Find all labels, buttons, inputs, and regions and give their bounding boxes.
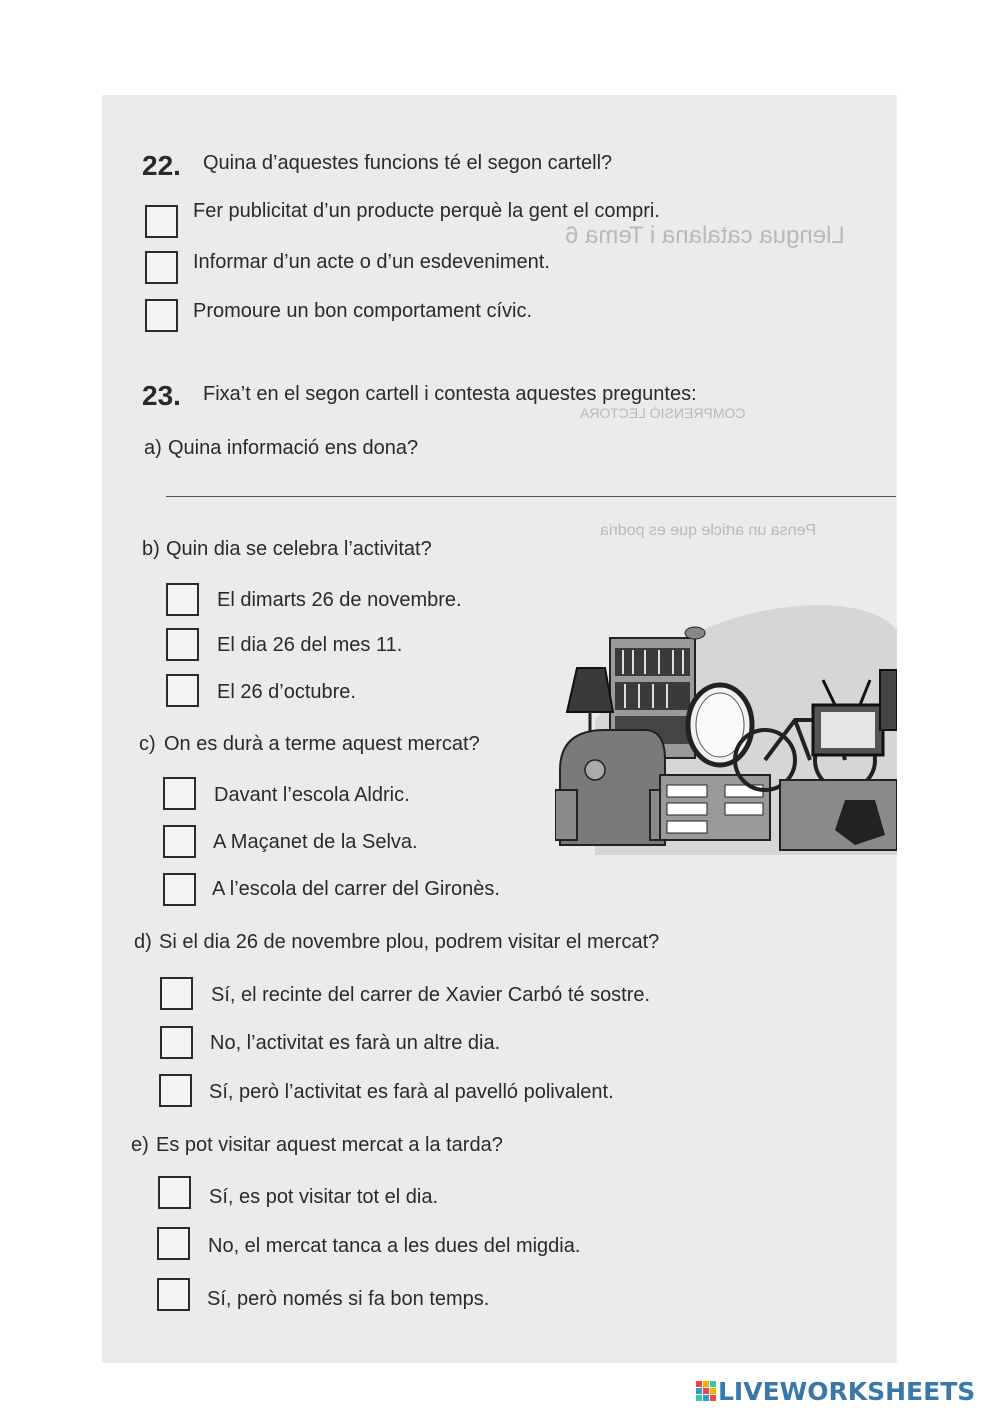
q23b-option-2-label: El dia 26 del mes 11. (217, 634, 403, 656)
liveworksheets-grid-icon (696, 1381, 716, 1401)
q23b-question: Quin dia se celebra l’activitat? (166, 538, 432, 560)
question-22-text: Quina d’aquestes funcions té el segon cartell? (203, 152, 613, 174)
liveworksheets-brand-text: LIVEWORKSHEETS (718, 1376, 976, 1406)
q23c-option-3-label: A l’escola del carrer del Gironès. (212, 878, 500, 900)
q23a-label: a) (144, 437, 162, 459)
q22-option-1-checkbox[interactable] (145, 205, 178, 238)
q23e-option-2-label: No, el mercat tanca a les dues del migdia. (208, 1235, 581, 1257)
q23c-question: On es durà a terme aquest mercat? (164, 733, 480, 755)
q23d-option-2-checkbox[interactable] (160, 1026, 193, 1059)
armchair-drawing (555, 730, 672, 845)
q23d-question: Si el dia 26 de novembre plou, podrem visitar el mercat? (159, 931, 660, 953)
q23c-option-2-checkbox[interactable] (163, 825, 196, 858)
q23d-option-3-label: Sí, però l’activitat es farà al pavelló polivalent. (209, 1081, 614, 1103)
q22-option-3-checkbox[interactable] (145, 299, 178, 332)
q23e-option-3-checkbox[interactable] (157, 1278, 190, 1311)
q23a-answer-line[interactable] (166, 496, 896, 497)
q23e-option-1-label: Sí, es pot visitar tot el dia. (209, 1186, 438, 1208)
q23d-option-1-label: Sí, el recinte del carrer de Xavier Carbó té sostre. (211, 984, 651, 1006)
question-23-number: 23. (142, 380, 181, 411)
liveworksheets-logo[interactable] (696, 1376, 975, 1406)
desk-drawing (660, 775, 770, 840)
bleed-through-section: COMPRENSIÓ LECTORA (580, 405, 746, 421)
q23d-label: d) (134, 931, 152, 953)
q23b-option-3-checkbox[interactable] (166, 674, 199, 707)
question-22-number: 22. (142, 150, 181, 181)
q22-option-3-label: Promoure un bon comportament cívic. (193, 300, 533, 322)
q22-option-2-checkbox[interactable] (145, 251, 178, 284)
q23c-label: c) (139, 733, 156, 755)
q23d-option-2-label: No, l’activitat es farà un altre dia. (210, 1032, 501, 1054)
q23b-label: b) (142, 538, 160, 560)
q23b-option-1-label: El dimarts 26 de novembre. (217, 589, 462, 611)
q23d-option-3-checkbox[interactable] (159, 1074, 192, 1107)
bleed-through-prompt: Pensa un article que es podria (600, 522, 817, 539)
q23b-option-1-checkbox[interactable] (166, 583, 199, 616)
q23c-option-1-label: Davant l’escola Aldric. (214, 784, 410, 806)
bleed-through-heading: Llengua catalana i Tema 6 (565, 222, 845, 249)
q23e-option-3-label: Sí, però només si fa bon temps. (207, 1288, 490, 1310)
q22-option-1-label: Fer publicitat d’un producte perquè la gent el compri. (193, 200, 660, 222)
q23e-question: Es pot visitar aquest mercat a la tarda? (156, 1134, 503, 1156)
q23e-label: e) (131, 1134, 149, 1156)
flea-market-illustration (555, 600, 897, 855)
q23b-option-3-label: El 26 d’octubre. (217, 681, 356, 703)
q23c-option-1-checkbox[interactable] (163, 777, 196, 810)
bird-drawing (685, 627, 705, 639)
q23d-option-1-checkbox[interactable] (160, 977, 193, 1010)
q23e-option-1-checkbox[interactable] (158, 1176, 191, 1209)
q23e-option-2-checkbox[interactable] (157, 1227, 190, 1260)
q23b-option-2-checkbox[interactable] (166, 628, 199, 661)
q23c-option-3-checkbox[interactable] (163, 873, 196, 906)
q23a-question: Quina informació ens dona? (168, 437, 419, 459)
q22-option-2-label: Informar d’un acte o d’un esdeveniment. (193, 251, 550, 273)
q23c-option-2-label: A Maçanet de la Selva. (213, 831, 418, 853)
mirror-drawing (688, 685, 752, 765)
question-23-text: Fixa’t en el segon cartell i contesta aquestes preguntes: (203, 383, 697, 405)
